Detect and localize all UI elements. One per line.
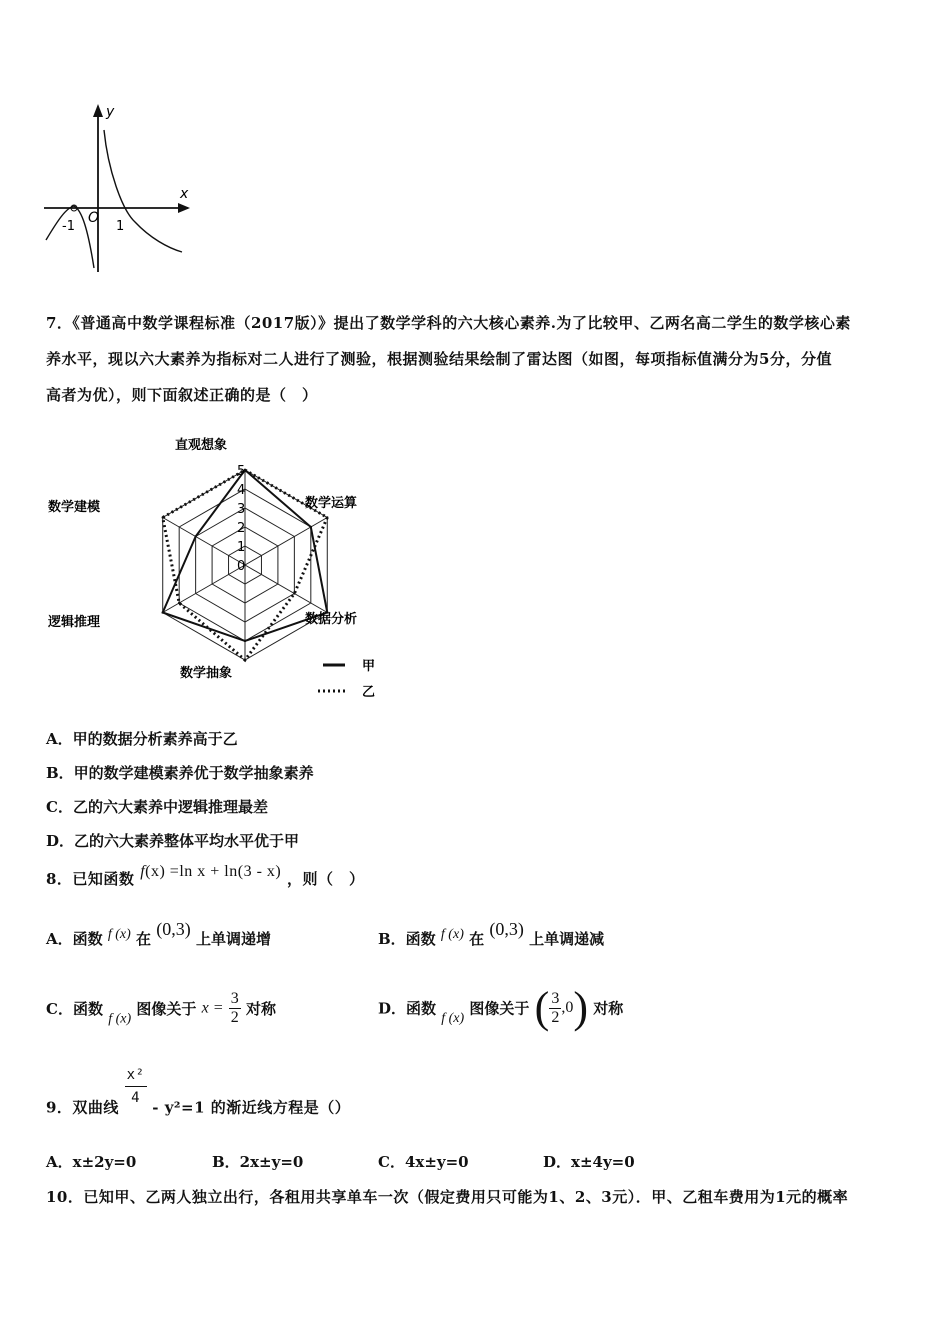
- curve-left-branch: [46, 206, 94, 268]
- radar-tick-4: 4: [237, 483, 246, 498]
- q8c-mid: 图像关于: [136, 1000, 197, 1018]
- radar-point-0-3: [244, 640, 246, 642]
- q8c-fraction: [229, 990, 241, 1027]
- q8c-den: 2: [230, 1009, 239, 1026]
- q10-line1: 10．已知甲、乙两人独立出行，各租用共享单车一次（假定费用只可能为1、2、3元）．甲、乙租车费用为1元的概率: [46, 1188, 849, 1206]
- q8-func-lhs: f: [140, 863, 146, 880]
- q8b-tail: 上单调递减: [529, 930, 605, 948]
- radar-axis-label-4: 逻辑推理: [48, 615, 101, 630]
- q8-option-c[interactable]: [46, 990, 276, 1028]
- q8d-tail: 对称: [593, 999, 624, 1018]
- radar-point-1-4: [178, 602, 180, 604]
- radar-tick-0: 0: [237, 559, 246, 574]
- q9-option-a[interactable]: A．x±2y=0: [46, 1153, 137, 1171]
- q7-line3: 高者为优），则下面叙述正确的是（ ）: [46, 386, 318, 404]
- q8-prefix: 8．已知函数: [46, 870, 135, 888]
- q8b-label: B．函数: [378, 930, 436, 948]
- q9-den: 4: [131, 1090, 141, 1106]
- q8-func-eq: (x) =ln x + ln(3 - x): [145, 863, 282, 880]
- q8c-lhs: x =: [201, 999, 224, 1017]
- q8d-label: D．函数: [378, 999, 437, 1018]
- q8d-after: ,0: [561, 999, 574, 1016]
- radar-spoke-1: [245, 518, 327, 566]
- q8a-interval: (0,3): [156, 919, 191, 939]
- q8d-mid: 图像关于: [469, 999, 530, 1018]
- q8c-num: 3: [230, 990, 239, 1007]
- radar-tick-5: 5: [237, 464, 246, 479]
- x-axis-arrow: [178, 203, 190, 213]
- legend-label-yi: 乙: [362, 685, 376, 700]
- radar-chart: [40, 425, 400, 710]
- q9-rest: - y²=1 的渐近线方程是（）: [152, 1098, 351, 1117]
- q7-option-d[interactable]: D．乙的六大素养整体平均水平优于甲: [46, 832, 300, 850]
- tick-neg1-label: -1: [62, 219, 75, 234]
- radar-axis-label-3: 数学抽象: [180, 666, 233, 681]
- radar-tick-3: 3: [237, 502, 246, 517]
- radar-axis-label-1: 数学运算: [305, 496, 358, 511]
- q8a-label: A．函数: [46, 930, 103, 948]
- q7-option-b[interactable]: B．甲的数学建模素养优于数学抽象素养: [46, 764, 314, 782]
- radar-point-0-1: [310, 526, 312, 528]
- q9-option-d[interactable]: D．x±4y=0: [543, 1153, 635, 1171]
- q8d-left-paren: (: [534, 983, 550, 1032]
- x-axis-label: x: [180, 186, 189, 202]
- q8-option-d[interactable]: [378, 983, 624, 1032]
- q8c-tail: 对称: [245, 1000, 276, 1018]
- q8d-fraction: [549, 990, 561, 1027]
- y-axis-label: y: [106, 104, 115, 120]
- radar-point-0-4: [162, 611, 164, 613]
- q8-stem: [46, 863, 365, 889]
- q8d-right-paren: ): [573, 983, 588, 1032]
- q7-line2: 养水平，现以六大素养为指标对二人进行了测验，根据测验结果绘制了雷达图（如图，每项指标值满分为5分，分值: [46, 350, 832, 368]
- q8a-f: f (x): [107, 927, 131, 942]
- q7-option-a[interactable]: A．甲的数据分析素养高于乙: [46, 730, 238, 748]
- radar-point-1-3: [244, 659, 246, 661]
- radar-axis-label-2: 数据分析: [305, 612, 358, 627]
- q9-option-b[interactable]: B．2x±y=0: [212, 1153, 304, 1171]
- q9-stem: [46, 1064, 350, 1118]
- q8d-num: 3: [551, 989, 560, 1007]
- q8a-mid: 在: [136, 930, 152, 948]
- q9-num: x²: [125, 1064, 147, 1087]
- q8b-interval: (0,3): [489, 919, 524, 939]
- q9-prefix: 9．双曲线: [46, 1098, 119, 1117]
- q9-option-c[interactable]: C．4x±y=0: [378, 1153, 469, 1171]
- q8d-den: 2: [551, 1008, 560, 1026]
- radar-spoke-2: [245, 565, 327, 613]
- radar-point-0-5: [194, 535, 196, 537]
- q8c-label: C．函数: [46, 1000, 103, 1018]
- q8d-f: f (x): [441, 1011, 465, 1026]
- radar-axis-label-0: 直观想象: [175, 438, 228, 453]
- q7-option-c[interactable]: C．乙的六大素养中逻辑推理最差: [46, 798, 268, 816]
- y-axis-arrow: [93, 104, 103, 117]
- q8a-tail: 上单调递增: [196, 930, 272, 948]
- origin-label: O: [88, 210, 100, 226]
- radar-point-1-2: [293, 592, 295, 594]
- radar-axis-label-5: 数学建模: [48, 500, 101, 515]
- q8-suffix: ，则（ ）: [286, 870, 365, 888]
- q8b-mid: 在: [469, 930, 485, 948]
- q8c-f: f (x): [108, 1011, 132, 1027]
- q9-fraction: [125, 1064, 147, 1109]
- radar-point-1-5: [162, 516, 164, 518]
- tick-1-label: 1: [116, 219, 125, 234]
- radar-spoke-4: [163, 565, 245, 613]
- function-graph: [40, 100, 200, 280]
- q7-line1: 7．《普通高中数学课程标准（2017版）》提出了数学学科的六大核心素养.为了比较甲、乙两名高二学生的数学核心素: [46, 314, 851, 332]
- radar-tick-2: 2: [237, 521, 246, 536]
- radar-point-1-1: [326, 516, 328, 518]
- q8b-f: f (x): [440, 927, 464, 942]
- q8-option-a[interactable]: [46, 919, 272, 949]
- radar-tick-1: 1: [237, 540, 246, 555]
- q8-option-b[interactable]: [378, 919, 605, 949]
- legend-label-jia: 甲: [362, 659, 376, 674]
